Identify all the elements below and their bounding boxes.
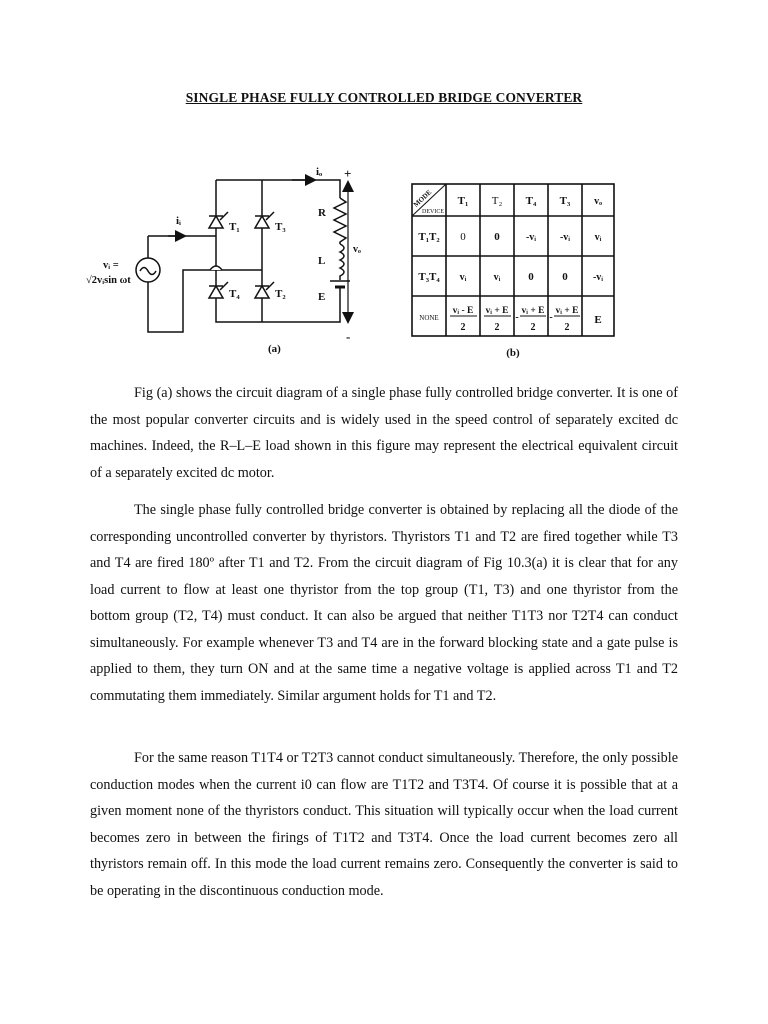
row1-cell: -vᵢ xyxy=(525,232,537,243)
none-fraction-numerator: vᵢ - E xyxy=(452,306,474,316)
none-fraction-sign: - xyxy=(515,312,519,323)
corner-mode-label: MODE xyxy=(411,188,434,209)
output-voltage-label: vₒ xyxy=(353,244,361,255)
plus-sign: + xyxy=(344,166,352,181)
battery-label: E xyxy=(318,291,326,303)
none-fraction-denominator: 2 xyxy=(530,322,536,333)
minus-sign: - xyxy=(346,329,351,344)
row2-mode: T₃T₄ xyxy=(418,271,440,283)
thyristor-t2-label: T₂ xyxy=(275,288,286,300)
none-row-last: E xyxy=(594,314,602,326)
none-fraction-numerator: vᵢ + E xyxy=(485,306,509,316)
thyristor-t4-label: T₄ xyxy=(229,288,240,300)
paragraph-text: Fig (a) shows the circuit diagram of a single phase fully controlled bridge converter. It is one of the most popular converter circuits and is widely used in the speed control of separately excited dc machines. Indeed, the R–L–E load shown in this figure may represent the electrical equivalent circuit of a separately excited dc motor. xyxy=(90,385,678,481)
thyristor-t2-icon xyxy=(255,282,274,298)
source-label: vᵢ = xyxy=(103,260,119,271)
header-t3: T₃ xyxy=(559,195,571,207)
output-current-label: iₒ xyxy=(316,166,323,178)
header-t2: T₂ xyxy=(491,195,503,207)
circuit-caption: (a) xyxy=(268,343,281,355)
thyristor-t3-label: T₃ xyxy=(275,221,286,233)
row1-cell: 0 xyxy=(460,231,466,243)
row1-cell: 0 xyxy=(494,231,500,243)
figure xyxy=(0,0,768,380)
resistor-label: R xyxy=(318,207,326,219)
row2-cell: vᵢ xyxy=(493,272,501,283)
thyristor-t1-icon xyxy=(209,212,228,228)
input-current-label: iᵢ xyxy=(176,215,182,227)
corner-device-label: DEVICE xyxy=(422,209,444,215)
none-fraction-denominator: 2 xyxy=(460,322,466,333)
paragraph-text: The single phase fully controlled bridge converter is obtained by replacing all the diode of the corresponding uncontrolled converter by thyristors. Thyristors T1 and T2 are fired together while T3 and T4 are fired 180º after T1 and T2. From the circuit diagram of Fig 10.3(a) it is clear that for any load current to flow at least one thyristor from the top group (T1, T3) and one thyristor from the bottom group (T2, T4) must conduct. It can also be argued that neither T1T3 nor T2T4 can conduct simultaneously. For example whenever T3 and T4 are in the forward blocking state and a gate pulse is applied to them, they turn ON and at the same time a negative voltage is applied across T1 and T2 commutating them immediately. Similar argument holds for T1 and T2. xyxy=(90,502,678,704)
row2-cell: -vᵢ xyxy=(592,272,604,283)
paragraph xyxy=(90,497,678,709)
header-t1: T₁ xyxy=(457,195,469,207)
row1-mode: T₁T₂ xyxy=(418,231,440,243)
row2-cell: 0 xyxy=(528,271,534,283)
header-vo: vₒ xyxy=(594,196,602,207)
inductor-icon xyxy=(340,244,344,280)
paragraph xyxy=(90,380,678,486)
row2-cell: vᵢ xyxy=(459,272,467,283)
table-caption: (b) xyxy=(506,347,520,359)
row1-cell: -vᵢ xyxy=(559,232,571,243)
row2-cell: 0 xyxy=(562,271,568,283)
row1-cell: vᵢ xyxy=(594,232,602,243)
thyristor-t1-label: T₁ xyxy=(229,221,240,233)
header-t4: T₄ xyxy=(525,195,537,207)
paragraph-text: For the same reason T1T4 or T2T3 cannot conduct simultaneously. Therefore, the only possible conduction modes when the current i0 can flow are T1T2 and T3T4. Of course it is possible that at a given moment none of the thyristors conduct. This situation will typically occur when the load current becomes zero in between the firings of T1T2 and T3T4. Once the load current becomes zero all thyristors remain off. In this mode the load current remains zero. Consequently the converter is said to be operating in the discontinuous conduction mode. xyxy=(90,750,678,899)
source-expression: √2vᵢsin ωt xyxy=(86,275,131,286)
none-fraction-numerator: vᵢ + E xyxy=(521,306,545,316)
thyristor-t3-icon xyxy=(255,212,274,228)
none-row-mode: NONE xyxy=(419,314,439,322)
none-fraction-denominator: 2 xyxy=(564,322,570,333)
paragraph xyxy=(90,745,678,904)
none-fraction-denominator: 2 xyxy=(494,322,500,333)
mode-table xyxy=(412,184,614,336)
none-fraction-sign: - xyxy=(549,312,553,323)
document-title: SINGLE PHASE FULLY CONTROLLED BRIDGE CONVERTER xyxy=(185,90,583,105)
thyristor-t4-icon xyxy=(209,282,228,298)
battery-icon xyxy=(330,281,350,292)
inductor-label: L xyxy=(318,255,326,267)
resistor-icon xyxy=(334,198,346,244)
none-fraction-numerator: vᵢ + E xyxy=(555,306,579,316)
